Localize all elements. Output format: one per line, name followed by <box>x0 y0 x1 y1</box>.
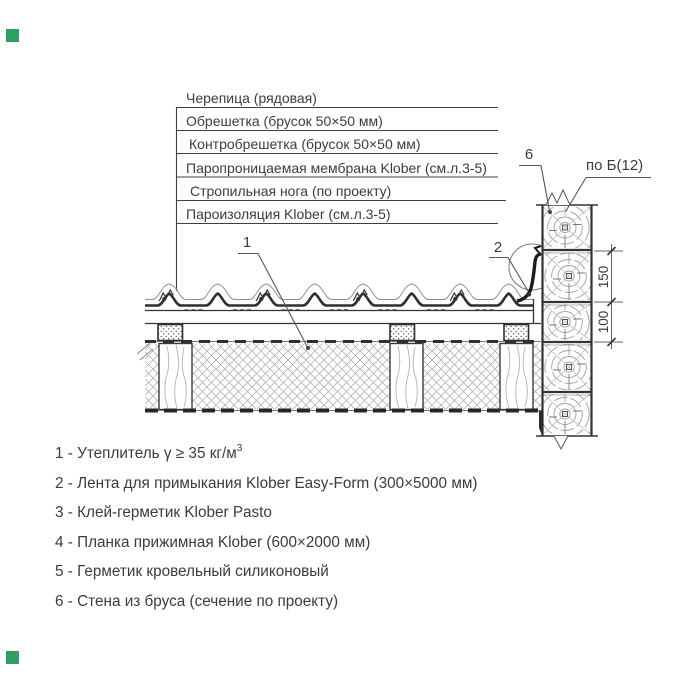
dimension-150: 150 <box>596 265 611 289</box>
legend-item-4: 4 - Планка прижимная Klober (600×2000 мм) <box>55 534 371 552</box>
insulation-layer <box>137 343 541 410</box>
layer-label-counter-battens: Контробрешетка (брусок 50×50 мм) <box>189 136 421 152</box>
wall-break-bottom <box>554 436 568 449</box>
layer-label-membrane: Паропроницаемая мембрана Klober (см.л.3-5) <box>186 160 487 176</box>
wall-break-top <box>546 190 570 205</box>
roof-tiles-layer <box>145 284 533 310</box>
counter-batten-layer <box>158 325 529 341</box>
callout-2: 2 <box>493 239 503 256</box>
callout-6: 6 <box>524 146 534 163</box>
layer-label-rafter: Стропильная нога (по проекту) <box>190 183 392 199</box>
legend-item-6: 6 - Стена из бруса (сечение по проекту) <box>55 593 339 611</box>
callout-1: 1 <box>242 234 252 251</box>
legend-item-5: 5 - Герметик кровельный силиконовый <box>55 563 329 581</box>
section-ref-label: по Б(12) <box>586 157 644 174</box>
layer-label-vapour-barrier: Пароизоляция Klober (см.л.3-5) <box>186 206 391 222</box>
layer-label-battens: Обрешетка (брусок 50×50 мм) <box>186 113 383 129</box>
batten-layer <box>145 299 541 324</box>
legend-item-2: 2 - Лента для примыкания Klober Easy-Form (300×5000 мм) <box>55 475 478 493</box>
dimension-100: 100 <box>596 310 611 334</box>
legend-item-3: 3 - Клей-герметик Klober Pasto <box>55 504 272 522</box>
layer-label-tiles: Черепица (рядовая) <box>186 90 317 106</box>
legend-item-1: 1 - Утеплитель γ ≥ 35 $кг/м^3$ <box>55 443 243 463</box>
